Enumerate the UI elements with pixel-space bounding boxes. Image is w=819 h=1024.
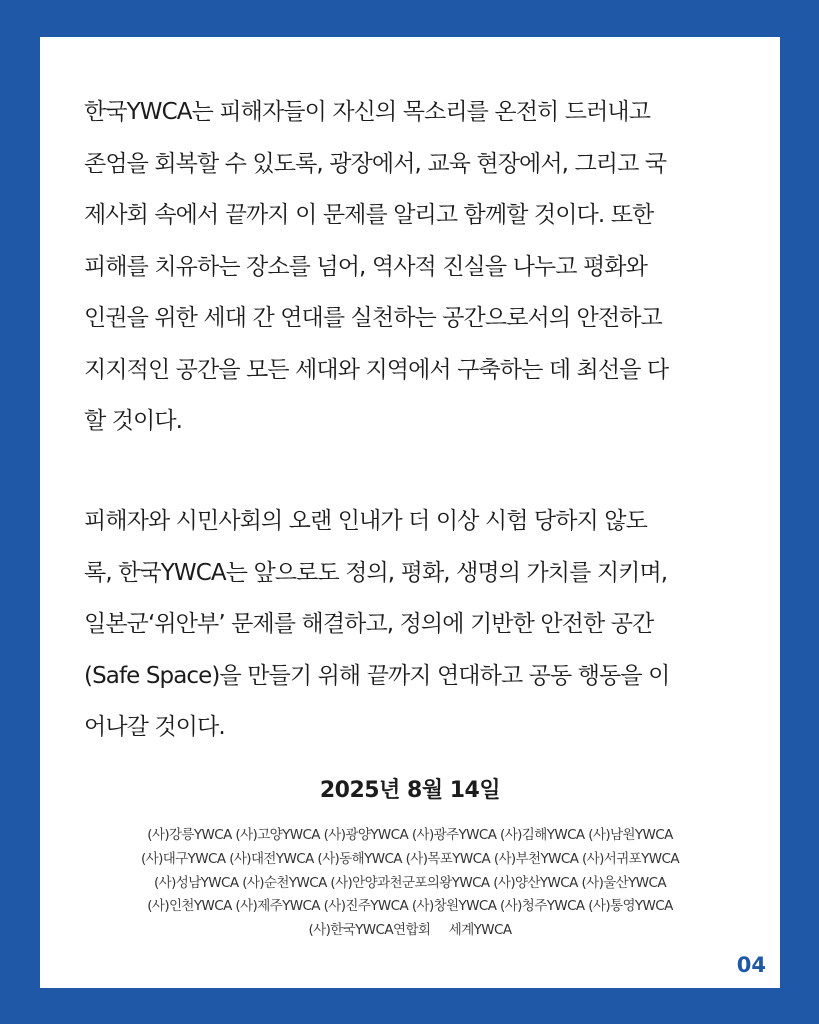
organization-line: (사)대구YWCA (사)대전YWCA (사)동해YWCA (사)목포YWCA (사)부천YWCA (사)서귀포YWCA	[141, 850, 679, 867]
paragraph-line: 인권을 위한 세대 간 연대를 실천하는 공간으로서의 안전하고	[84, 305, 662, 331]
paragraph-line: 일본군‘위안부’ 문제를 해결하고, 정의에 기반한 안전한 공간	[84, 611, 654, 637]
statement-card	[40, 37, 780, 988]
statement-paragraph-1	[84, 87, 736, 448]
paragraph-line: 지지적인 공간을 모든 세대와 지역에서 구축하는 데 최선을 다	[84, 356, 669, 383]
organization-line: (사)성남YWCA (사)순천YWCA (사)안양과천군포의왕YWCA (사)양산YWCA (사)울산YWCA	[154, 874, 666, 891]
paragraph-line: 피해를 치유하는 장소를 넘어, 역사적 진실을 나누고 평화와	[84, 253, 647, 280]
paragraph-line: 어나갈 것이다.	[84, 714, 225, 740]
statement-date: 2025년 8월 14일	[319, 778, 501, 803]
paragraph-line: 한국YWCA는 피해자들이 자신의 목소리를 온전히 드러내고	[84, 99, 651, 125]
statement-paragraph-2	[84, 496, 736, 754]
paragraph-line: 존엄을 회복할 수 있도록, 광장에서, 교육 현장에서, 그리고 국	[84, 150, 667, 177]
paragraph-line: (Safe Space)을 만들기 위해 끝까지 연대하고 공동 행동을 이	[84, 662, 670, 689]
paragraph-line: 피해자와 시민사회의 오랜 인내가 더 이상 시험 당하지 않도	[84, 508, 647, 534]
organization-line: (사)강릉YWCA (사)고양YWCA (사)광양YWCA (사)광주YWCA (사)김해YWCA (사)남원YWCA	[147, 827, 673, 843]
signatory-organizations	[40, 824, 780, 943]
paragraph-line: 제사회 속에서 끝까지 이 문제를 알리고 함께할 것이다. 또한	[84, 202, 654, 228]
organization-line: (사)인천YWCA (사)제주YWCA (사)진주YWCA (사)창원YWCA (사)청주YWCA (사)통영YWCA	[147, 898, 673, 915]
paragraph-line: 록, 한국YWCA는 앞으로도 정의, 평화, 생명의 가치를 지키며,	[84, 559, 668, 586]
paragraph-line: 할 것이다.	[84, 408, 183, 434]
organization-line: (사)한국YWCA연합회 세계YWCA	[308, 922, 512, 939]
page-number: 04	[736, 953, 766, 977]
